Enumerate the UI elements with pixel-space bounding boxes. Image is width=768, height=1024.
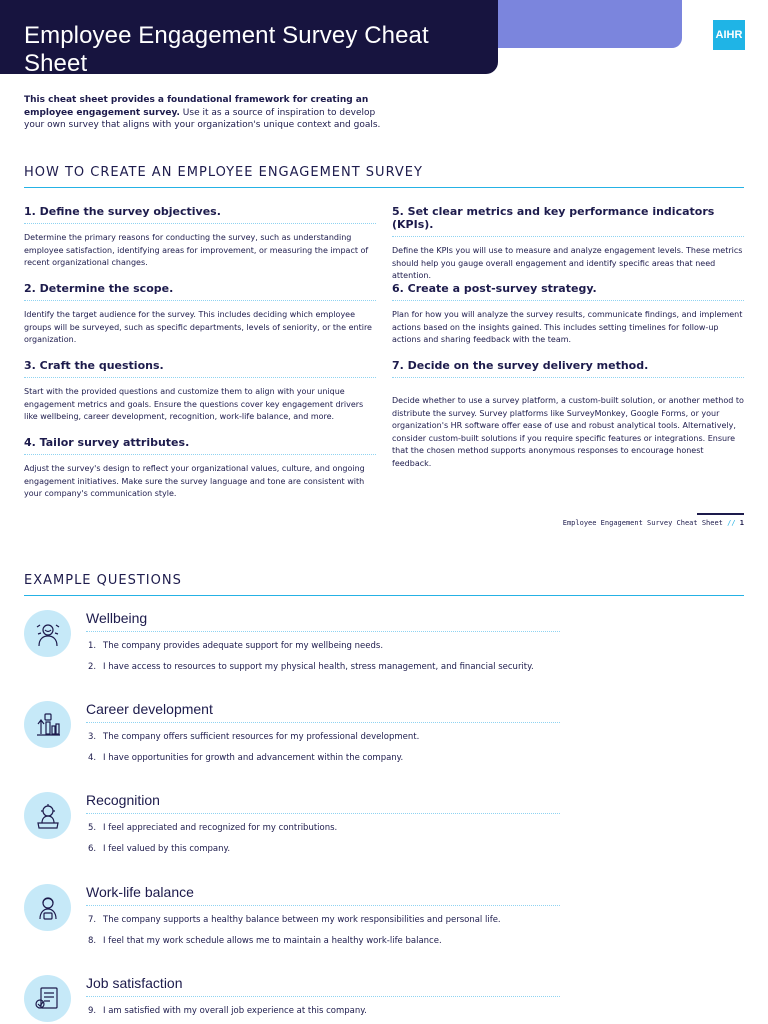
question-group-title: Job satisfaction <box>86 975 560 997</box>
intro-text: Use it as a source of inspiration to develop your own survey that aligns with your organization's unique context and goals. <box>24 107 381 130</box>
step-title: 3. Craft the questions. <box>24 359 376 378</box>
career-growth-icon <box>24 701 71 748</box>
step-body: Determine the primary reasons for conducting the survey, such as understanding employee satisfaction, identifying areas for improvement, or measuring the impact of recent organizational changes. <box>24 233 369 267</box>
question-item: 5. I feel appreciated and recognized for my contributions. <box>88 823 338 833</box>
job-satisfaction-icon <box>24 975 71 1022</box>
example-questions-heading: EXAMPLE QUESTIONS <box>24 573 744 596</box>
question-list <box>88 914 568 955</box>
footer-rule <box>697 513 744 515</box>
question-item: 3. The company offers sufficient resources for my professional development. <box>88 732 420 742</box>
how-to-heading: HOW TO CREATE AN EMPLOYEE ENGAGEMENT SURVEY <box>24 165 744 188</box>
step-title: 4. Tailor survey attributes. <box>24 436 376 455</box>
step-4 <box>24 436 376 501</box>
aihr-logo: AIHR <box>713 20 745 50</box>
step-body: Adjust the survey's design to reflect your organizational values, culture, and ongoing engagement initiatives. Make sure the survey language and tone are consistent with your company's communication style. <box>24 464 365 498</box>
footer-separator: // <box>727 519 736 527</box>
intro-paragraph <box>24 94 394 132</box>
question-item: 9. I am satisfied with my overall job experience at this company. <box>88 1006 367 1016</box>
page-footer <box>520 519 744 527</box>
step-title: 7. Decide on the survey delivery method. <box>392 359 744 378</box>
step-body: Decide whether to use a survey platform, a custom-built solution, or another method to distribute the survey. Survey platforms like SurveyMonkey, Google Forms, or your organization's HR software offer ease of use and robust analytical tools. Alternatively, consider custom-built solutions if you require specific features or integrations. Ensure that the chosen method supports anonymous responses to encourage honest feedback. <box>392 396 744 468</box>
step-7 <box>392 359 744 470</box>
wellbeing-icon <box>24 610 71 657</box>
page-title: Employee Engagement Survey Cheat Sheet <box>24 22 429 77</box>
page-number: 1 <box>739 519 744 527</box>
step-1 <box>24 205 376 270</box>
step-title: 5. Set clear metrics and key performance indicators (KPIs). <box>392 205 744 237</box>
step-body: Plan for how you will analyze the survey results, communicate findings, and implement actions based on the insights gained. This includes setting timelines for follow-up actions and sharing feedback with the team. <box>392 310 743 344</box>
step-2 <box>24 282 376 347</box>
question-item: 8. I feel that my work schedule allows me to maintain a healthy work-life balance. <box>88 935 442 946</box>
work-life-balance-icon <box>24 884 71 931</box>
question-list <box>88 1005 568 1024</box>
question-list <box>88 731 568 772</box>
question-item: 1. The company provides adequate support for my wellbeing needs. <box>88 641 384 651</box>
question-item: 4. I have opportunities for growth and advancement within the company. <box>88 752 404 763</box>
step-body: Identify the target audience for the survey. This includes deciding which employee groups will be surveyed, such as specific departments, levels of seniority, or the entire organization. <box>24 310 372 344</box>
step-5 <box>392 205 744 283</box>
step-title: 2. Determine the scope. <box>24 282 376 301</box>
page-header <box>0 0 498 77</box>
footer-title: Employee Engagement Survey Cheat Sheet <box>562 519 723 527</box>
intro-bold-text: This cheat sheet provides a foundational framework for creating an employee engagement survey. <box>24 95 369 118</box>
question-list <box>88 640 568 681</box>
question-group-title: Work-life balance <box>86 884 560 906</box>
step-3 <box>24 359 376 424</box>
question-item: 7. The company supports a healthy balance between my work responsibilities and personal life. <box>88 915 501 925</box>
question-group-title: Recognition <box>86 792 560 814</box>
question-group-title: Career development <box>86 701 560 723</box>
question-item: 2. I have access to resources to support my physical health, stress management, and financial security. <box>88 661 534 672</box>
recognition-icon <box>24 792 71 839</box>
step-title: 6. Create a post-survey strategy. <box>392 282 744 301</box>
step-title: 1. Define the survey objectives. <box>24 205 376 224</box>
question-item: 6. I feel valued by this company. <box>88 843 231 854</box>
question-group-title: Wellbeing <box>86 610 560 632</box>
question-list <box>88 822 568 863</box>
step-body: Define the KPIs you will use to measure and analyze engagement levels. These metrics should help you gauge overall engagement and identify specific areas that need attention. <box>392 246 743 280</box>
step-body: Start with the provided questions and customize them to align with your unique engagement metrics and goals. Ensure the questions cover key engagement drivers like wellbeing, career development, recognition, work-life balance, and more. <box>24 387 364 421</box>
step-6 <box>392 282 744 347</box>
